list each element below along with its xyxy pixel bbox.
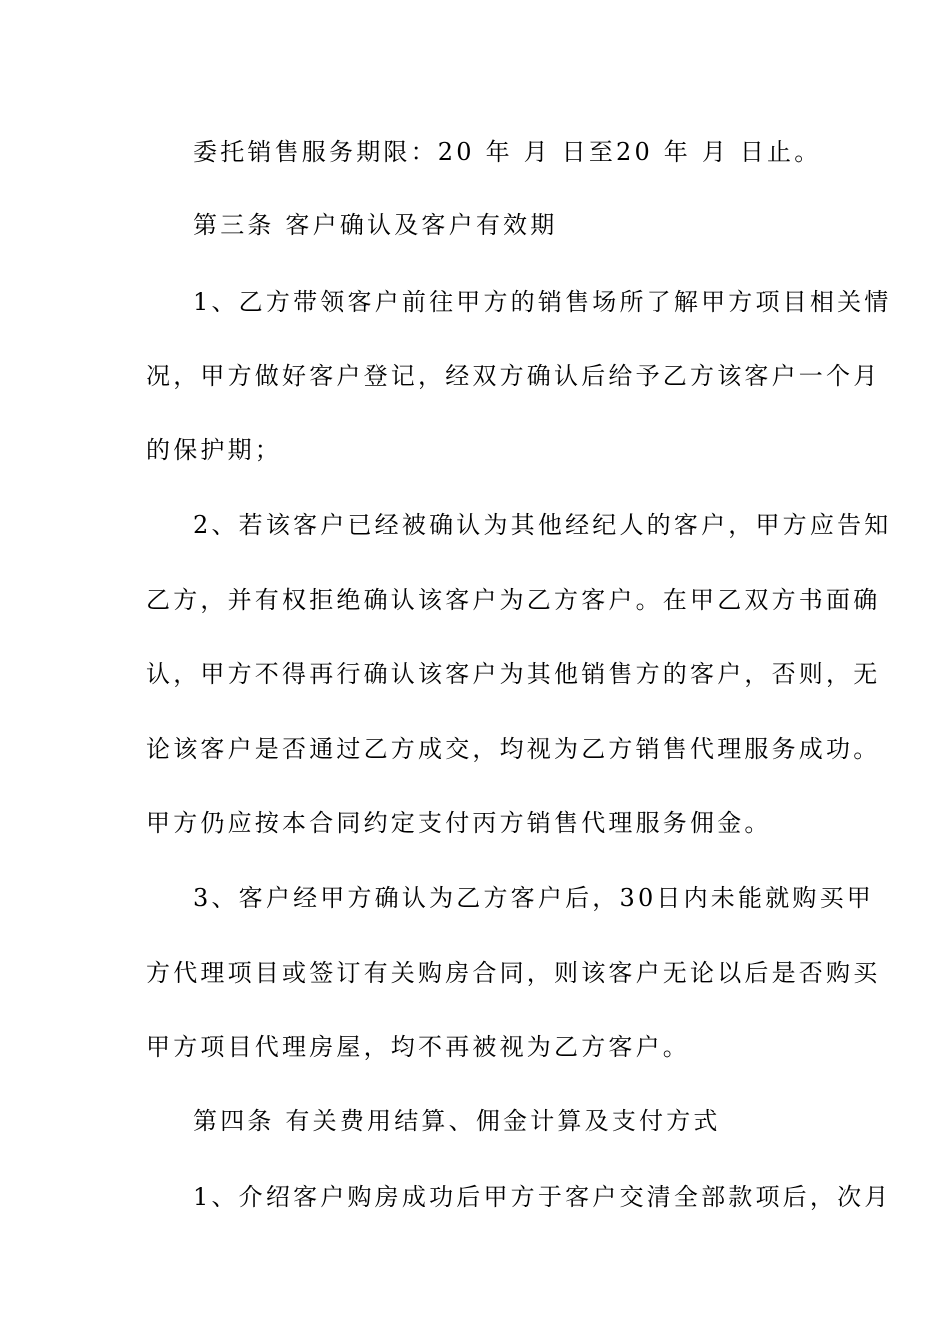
paragraph-line: 1、介绍客户购房成功后甲方于客户交清全部款项后，次月 [193,1183,892,1211]
article-4-heading: 第四条 有关费用结算、佣金计算及支付方式 [193,1107,721,1135]
paragraph-line: 方代理项目或签订有关购房合同，则该客户无论以后是否购买 [146,959,881,987]
paragraph-line: 甲方项目代理房屋，均不再被视为乙方客户。 [146,1033,690,1061]
service-period-line: 委托销售服务期限：20 年 月 日至20 年 月 日止。 [193,138,822,166]
article-3-heading: 第三条 客户确认及客户有效期 [193,211,558,239]
paragraph-line: 认，甲方不得再行确认该客户为其他销售方的客户，否则，无 [146,660,881,688]
paragraph-line: 论该客户是否通过乙方成交，均视为乙方销售代理服务成功。 [146,735,881,763]
paragraph-line: 3、客户经甲方确认为乙方客户后，30日内未能就购买甲 [193,884,875,912]
paragraph-line: 2、若该客户已经被确认为其他经纪人的客户，甲方应告知 [193,511,892,539]
paragraph-line: 况，甲方做好客户登记，经双方确认后给予乙方该客户一个月 [146,362,881,390]
paragraph-line: 1、乙方带领客户前往甲方的销售场所了解甲方项目相关情 [193,288,892,316]
paragraph-line: 乙方，并有权拒绝确认该客户为乙方客户。在甲乙双方书面确 [146,586,881,614]
paragraph-line: 的保护期； [146,436,282,464]
paragraph-line: 甲方仍应按本合同约定支付丙方销售代理服务佣金。 [146,809,772,837]
